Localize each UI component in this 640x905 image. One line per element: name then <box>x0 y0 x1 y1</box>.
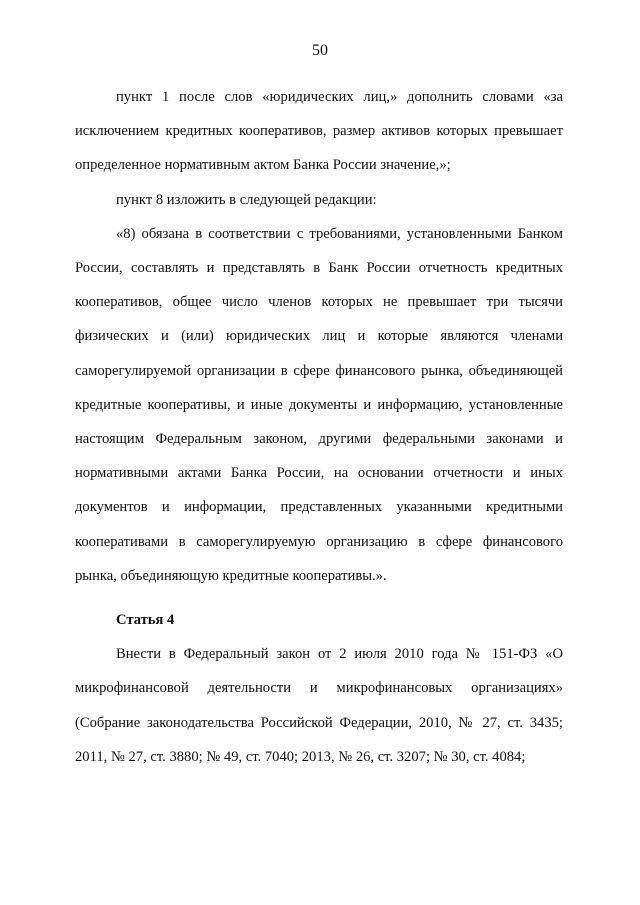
paragraph-clause-1: пункт 1 после слов «юридических лиц,» дополнить словами «за исключением кредитных кооперативов, размер активов которых превышает определенное нормативным актом Банка России значение,»; <box>75 89 563 174</box>
paragraph-clause-8-text: «8) обязана в соответствии с требованиями, установленными Банком России, составлять и представлять в Банк России отчетность кредитных кооперативов, общее число членов которых не превышает три тысячи физических и (или) юридических лиц и которые являются членами саморегулируемой организации в сфере финансового рынка, объединяющей кредитные кооперативы, и иные документы и информацию, установленные настоящим Федеральным законом, другими федеральными законами и нормативными актами Банка России, на основании отчетности и иных документов и информации, представленных указанными кредитными кооперативами в саморегулируемую организацию в сфере финансового рынка, объединяющую кредитные кооперативы.». <box>75 225 563 584</box>
article-heading: Статья 4 <box>116 612 175 629</box>
paragraph-clause-8-intro: пункт 8 изложить в следующей редакции: <box>116 191 377 208</box>
paragraph-article-4: Внести в Федеральный закон от 2 июля 2010 года № 151-ФЗ «О микрофинансовой деятельности и микрофинансовых организациях» (Собрание законодательства Российской Федерации, 2010, № 27, ст. 3435; 2011, № 27, ст. 3880; № 49, ст. 7040; 2013, № 26, ст. 3207; № 30, ст. 4084; <box>75 646 563 765</box>
page-number: 50 <box>312 42 328 59</box>
document-body <box>75 80 563 774</box>
